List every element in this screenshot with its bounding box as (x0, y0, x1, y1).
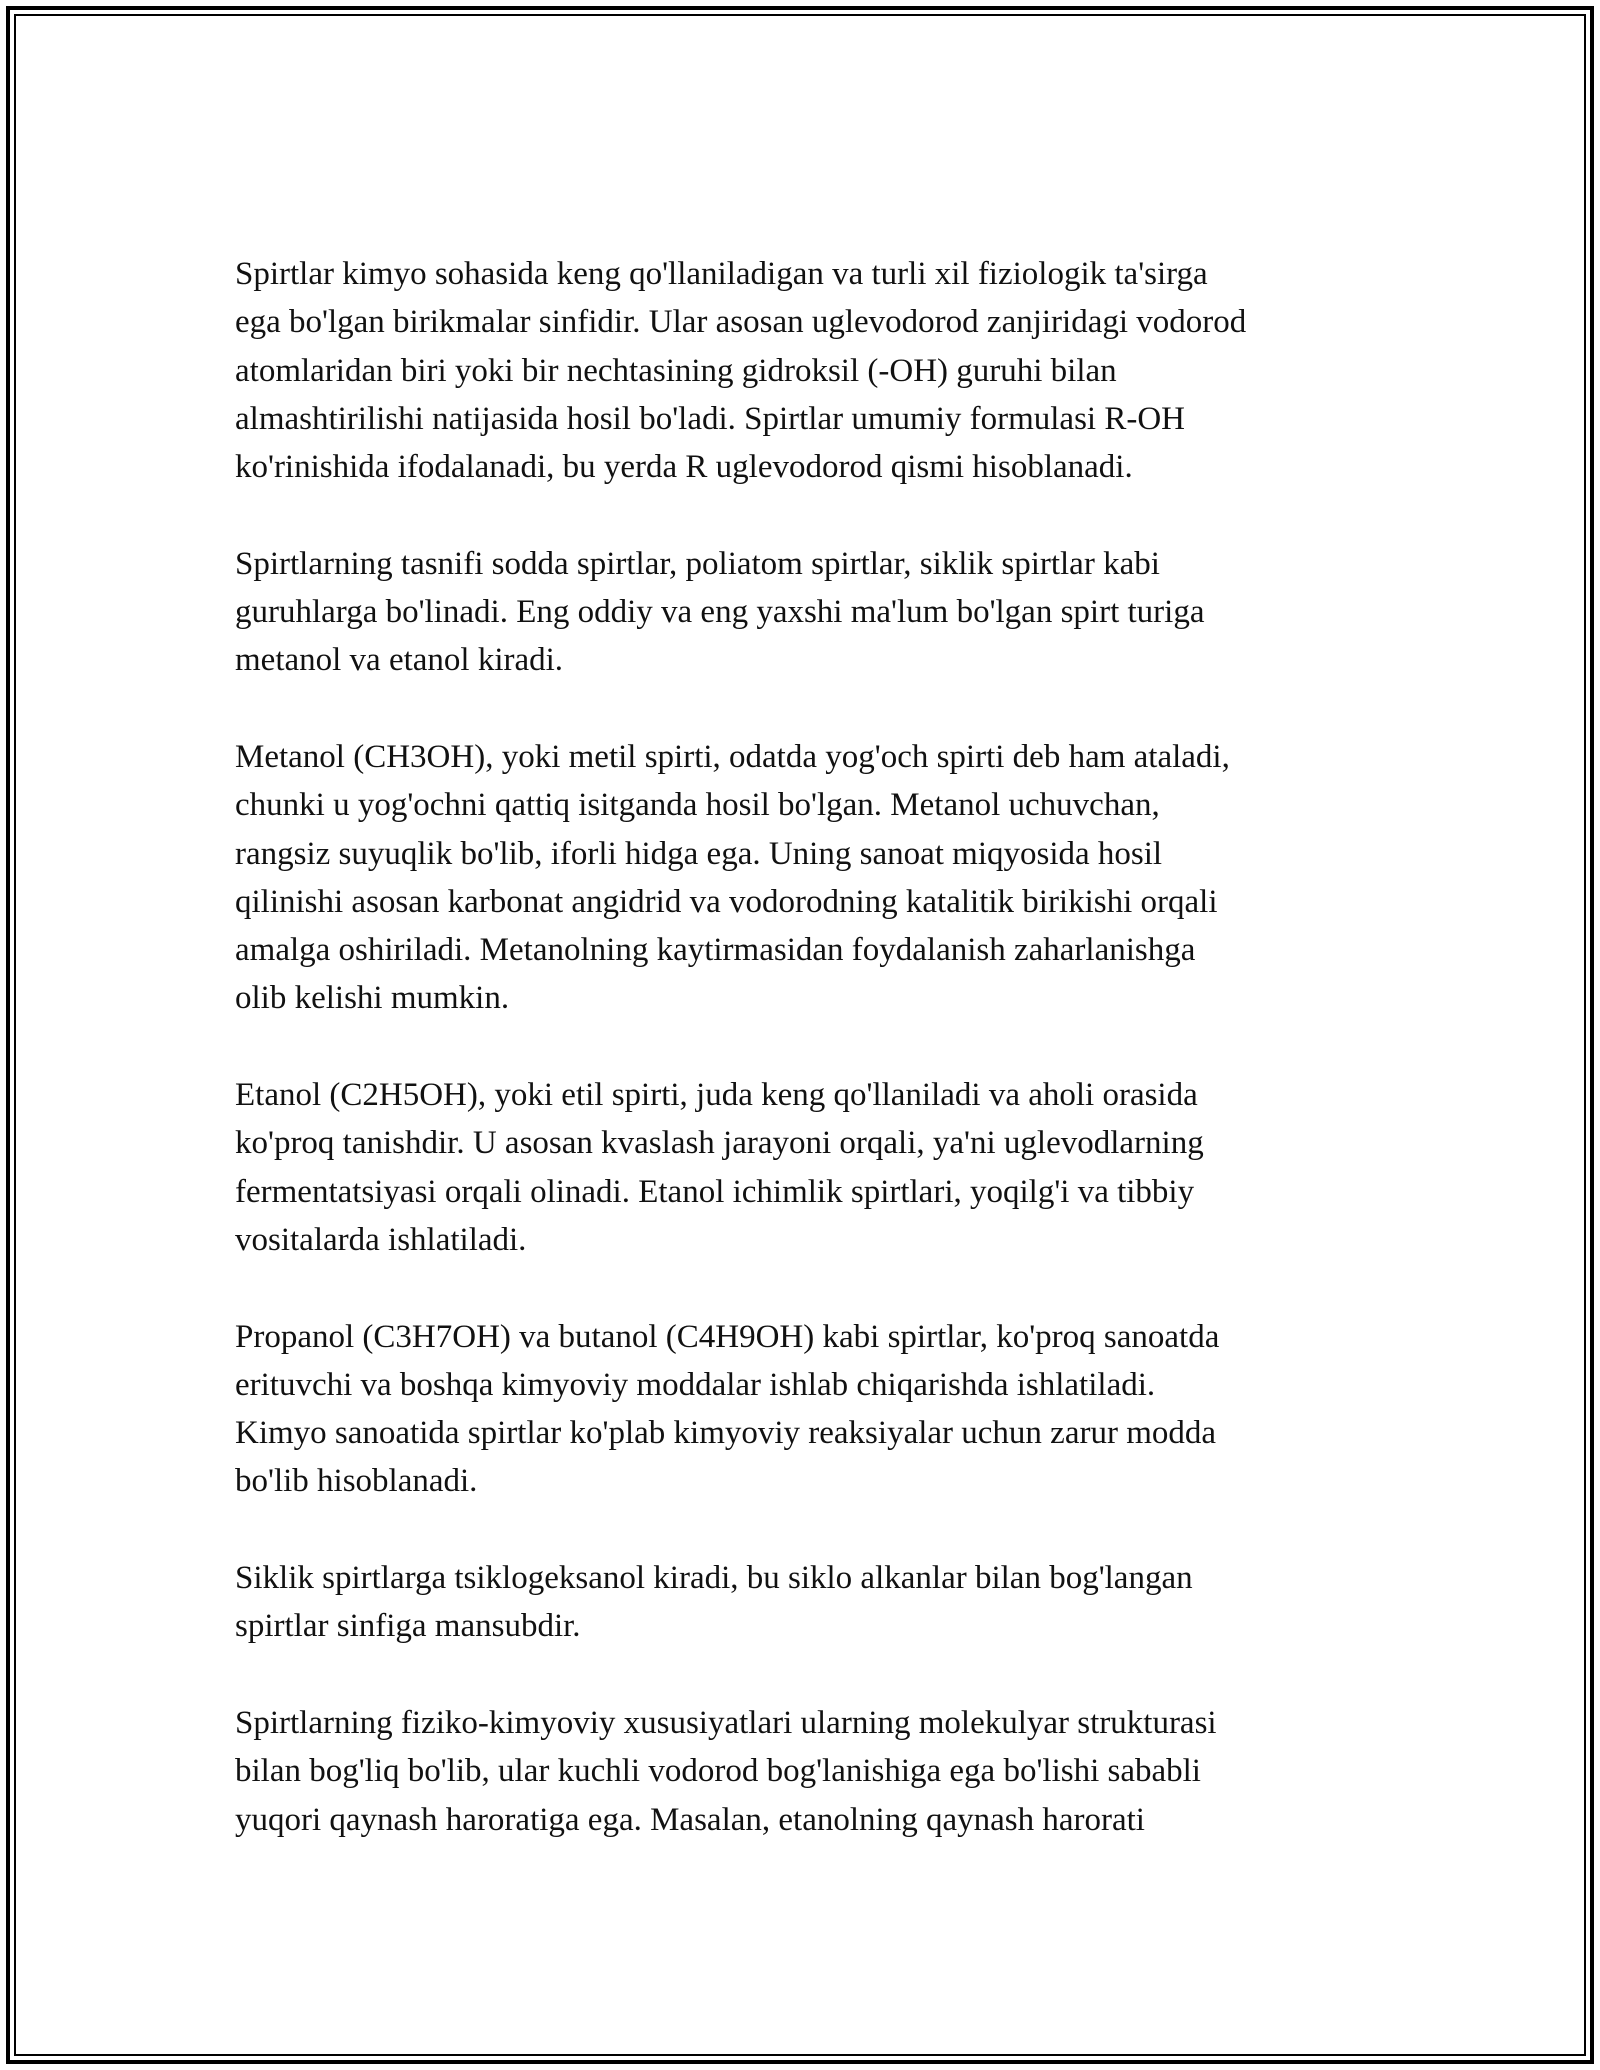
text-line: metanol va etanol kiradi. (235, 642, 564, 679)
text-line: erituvchi va boshqa kimyoviy moddalar ishlab chiqarishda ishlatiladi. (235, 1366, 1156, 1403)
text-line: vositalarda ishlatiladi. (235, 1221, 527, 1258)
text-line: Etanol (C2H5OH), yoki etil spirti, juda keng qo'llaniladi va aholi orasida (235, 1077, 1198, 1114)
paragraph (235, 1699, 1365, 1844)
text-line: yuqori qaynash haroratiga ega. Masalan, etanolning qaynash harorati (235, 1801, 1145, 1838)
paragraph (235, 540, 1365, 685)
paragraph (235, 733, 1365, 1023)
text-line: Spirtlarning fiziko-kimyoviy xususiyatlari ularning molekulyar strukturasi (235, 1704, 1217, 1741)
text-line: ko'proq tanishdir. U asosan kvaslash jarayoni orqali, ya'ni uglevodlarning (235, 1125, 1204, 1162)
text-line: Metanol (CH3OH), yoki metil spirti, odatda yog'och spirti deb ham ataladi, (235, 738, 1230, 775)
text-line: Propanol (C3H7OH) va butanol (C4H9OH) kabi spirtlar, ko'proq sanoatda (235, 1318, 1220, 1355)
text-line: qilinishi asosan karbonat angidrid va vodorodning katalitik birikishi orqali (235, 883, 1218, 920)
text-line: atomlaridan biri yoki bir nechtasining gidroksil (-OH) guruhi bilan (235, 352, 1117, 389)
text-line: almashtirilishi natijasida hosil bo'ladi. Spirtlar umumiy formulasi R-OH (235, 400, 1186, 437)
text-line: fermentatsiyasi orqali olinadi. Etanol ichimlik spirtlari, yoqilg'i va tibbiy (235, 1173, 1195, 1210)
text-line: spirtlar sinfiga mansubdir. (235, 1608, 581, 1645)
text-line: rangsiz suyuqlik bo'lib, iforli hidga ega. Uning sanoat miqyosida hosil (235, 835, 1163, 872)
text-line: ko'rinishida ifodalanadi, bu yerda R uglevodorod qismi hisoblanadi. (235, 449, 1133, 486)
text-line: amalga oshiriladi. Metanolning kaytirmasidan foydalanish zaharlanishga (235, 932, 1196, 969)
text-line: olib kelishi mumkin. (235, 980, 510, 1017)
text-line: bilan bog'liq bo'lib, ular kuchli vodorod bog'lanishiga ega bo'lishi sababli (235, 1753, 1201, 1790)
text-line: Spirtlarning tasnifi sodda spirtlar, poliatom spirtlar, siklik spirtlar kabi (235, 545, 1160, 582)
paragraph (235, 250, 1365, 491)
text-line: chunki u yog'ochni qattiq isitganda hosil bo'lgan. Metanol uchuvchan, (235, 787, 1160, 824)
text-line: ega bo'lgan birikmalar sinfidir. Ular asosan uglevodorod zanjiridagi vodorod (235, 304, 1247, 341)
text-line: guruhlarga bo'linadi. Eng oddiy va eng yaxshi ma'lum bo'lgan spirt turiga (235, 594, 1205, 631)
text-line: bo'lib hisoblanadi. (235, 1463, 478, 1500)
paragraph (235, 1071, 1365, 1264)
text-line: Siklik spirtlarga tsiklogeksanol kiradi, bu siklo alkanlar bilan bog'langan (235, 1560, 1193, 1597)
text-line: Spirtlar kimyo sohasida keng qo'llaniladigan va turli xil fiziologik ta'sirga (235, 256, 1208, 292)
paragraph (235, 1554, 1365, 1651)
paragraph (235, 1313, 1365, 1506)
text-line: Kimyo sanoatida spirtlar ko'plab kimyoviy reaksiyalar uchun zarur modda (235, 1415, 1217, 1452)
document-body (235, 250, 1365, 1892)
